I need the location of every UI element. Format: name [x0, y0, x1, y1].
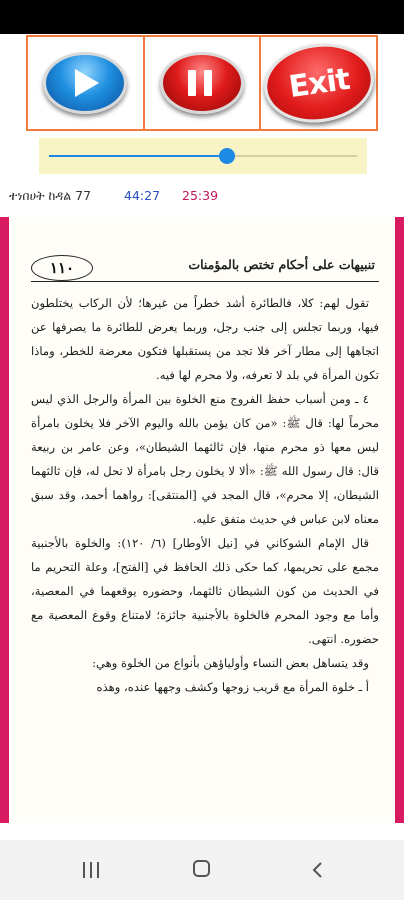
play-icon	[43, 52, 127, 114]
pause-button[interactable]	[145, 35, 262, 131]
home-icon[interactable]	[193, 860, 210, 877]
page-frame	[0, 217, 404, 823]
pause-icon	[160, 52, 244, 114]
running-head	[31, 255, 379, 282]
exit-button[interactable]	[261, 35, 378, 131]
time-remaining: 44:27	[124, 188, 161, 203]
time-row	[0, 188, 404, 208]
status-bar	[0, 0, 404, 34]
paragraph: أ ـ خلوة المرأة مع قريب زوجها وكشف وجهها عنده، وهذه	[96, 680, 369, 694]
seek-progress	[49, 155, 227, 157]
system-nav-bar	[0, 840, 404, 900]
seek-bar[interactable]	[39, 138, 367, 174]
time-current: 25:39	[182, 188, 219, 203]
recent-apps-icon[interactable]	[81, 862, 101, 878]
back-icon[interactable]	[310, 861, 326, 879]
page-number: ١١٠	[31, 255, 93, 281]
paragraph: وقد يتساهل بعض النساء وأولياؤهن بأنواع من الخلوة وهي:	[92, 656, 369, 670]
exit-icon	[259, 37, 379, 130]
running-head-title: تنبيهات على أحكام تختص بالمؤمنات	[188, 257, 375, 272]
paragraph: تقول لهم: كلا، فالطائرة أشد خطراً من غيرها؛ لأن الركاب يختلطون فيها، وربما تجلس إلى جنب رجل، وربما يعرض للطائرة ما يصرفها عن اتجاهها إلى مطار آخر فلا تجد من يستقبلها فتكون معرضة للخطر، وماذا تكون المرأة في بلد لا تعرفه، ولا محرم لها فيه.	[31, 296, 379, 382]
play-button[interactable]	[26, 35, 145, 131]
paragraph: ٤ ـ ومن أسباب حفظ الفروج منع الخلوة بين المرأة والرجل الذي ليس محرماً لها: قال ﷺ: «من كان يؤمن بالله واليوم الآخر فلا يخلون بامرأة ليس معها ذو محرم منها، فإن ثالثهما الشيطان»، وعن عامر بن ربيعة قال: قال رسول الله ﷺ: «ألا لا يخلون رجل بامرأة لا تحل له، فإن ثالثهما الشيطان، إلا محرم»، قال المجد في [المنتقى]: رواهما أحمد، وقد سبق معناه لابن عباس في حديث متفق عليه.	[31, 392, 379, 526]
exit-label: Exit	[286, 61, 352, 105]
book-page[interactable]	[9, 217, 395, 823]
paragraph: قال الإمام الشوكاني في [نيل الأوطار] (٦/ ١٢٠): والخلوة بالأجنبية مجمع على تحريمها، كما حكى ذلك الحافظ في [الفتح]، وعلة التحريم ما في الحديث من كون الشيطان ثالثهما، وحضوره يوقعهما في المعصية، وأما مع وجود المحرم فالخلوة بالأجنبية جائزة؛ لامتناع وقوع المعصية مع حضوره. انتهى.	[31, 536, 379, 646]
player-controls	[26, 35, 378, 131]
info-label: ተነበሀት ከዳል 77	[9, 188, 92, 203]
seek-thumb[interactable]	[219, 148, 235, 164]
book-text	[31, 291, 379, 699]
